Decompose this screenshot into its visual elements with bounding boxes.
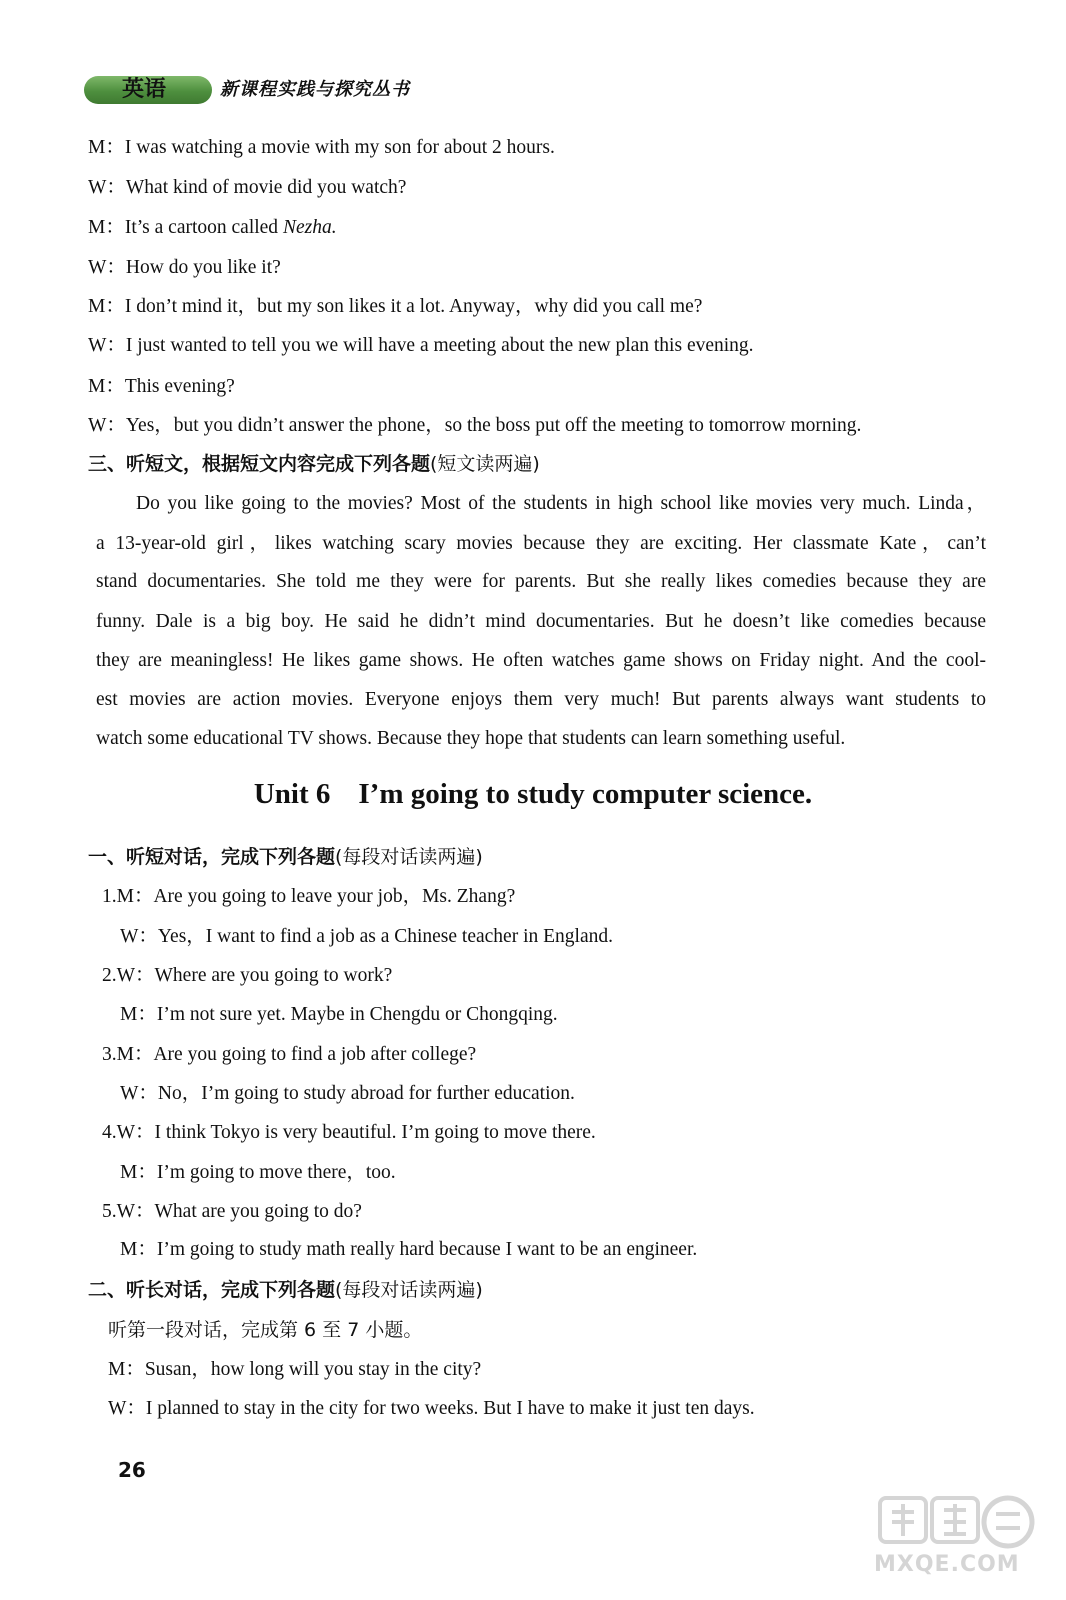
watermark-text: MXQE.COM xyxy=(874,1552,1020,1577)
answer-line: M：I’m going to study math really hard because I want to be an engineer. xyxy=(120,1239,698,1260)
answer-line: W：No，I’m going to study abroad for further education. xyxy=(120,1083,575,1104)
section-3-heading xyxy=(88,452,540,476)
subject-label: 英语 xyxy=(122,77,167,102)
question-line: 1.M：Are you going to leave your job，Ms. Zhang? xyxy=(102,886,516,907)
dialogue-line: W：I just wanted to tell you we will have a meeting about the new plan this evening. xyxy=(88,335,754,356)
subject-badge xyxy=(84,76,212,104)
unit-title xyxy=(0,777,1066,811)
watermark-logo-icon xyxy=(874,1490,1044,1560)
dialogue-line: M：I don’t mind it，but my son likes it a lot. Anyway，why did you call me? xyxy=(88,296,703,317)
question-line: 4.W：I think Tokyo is very beautiful. I’m going to move there. xyxy=(102,1122,596,1143)
dialogue-text: M：It’s a cartoon called xyxy=(88,217,283,238)
site-watermark xyxy=(874,1490,1044,1590)
page-number: 26 xyxy=(118,1458,146,1482)
part-2-note: (每段对话读两遍) xyxy=(335,1279,483,1301)
movie-title: Nezha. xyxy=(282,217,337,238)
question-line: 5.W：What are you going to do? xyxy=(102,1201,362,1222)
unit-name: I’m going to study computer science. xyxy=(358,778,813,810)
part-2-intro: 听第一段对话，完成第 6 至 7 小题。 xyxy=(108,1319,423,1341)
dialogue-line: W：What kind of movie did you watch? xyxy=(88,177,407,198)
passage-line: Do you like going to the movies? Most of the students in high school like movies very much. Linda， xyxy=(136,493,986,514)
dialogue-line: M：I was watching a movie with my son for about 2 hours. xyxy=(88,137,555,158)
part-1-note: (每段对话读两遍) xyxy=(335,846,483,868)
passage-line: a 13-year-old girl，likes watching scary movies because they are exciting. Her classmate Kate，can’t xyxy=(96,533,986,554)
section-3-note: (短文读两遍) xyxy=(430,453,540,475)
answer-line: M：I’m going to move there，too. xyxy=(120,1162,396,1183)
dialogue-line: M：Susan，how long will you stay in the city? xyxy=(108,1359,482,1380)
answer-line: W：Yes，I want to find a job as a Chinese teacher in England. xyxy=(120,926,613,947)
unit-number: Unit 6 xyxy=(253,778,331,810)
passage-line: they are meaningless! He likes game shows. He often watches game shows on Friday night. And the cool- xyxy=(96,650,986,671)
book-header xyxy=(84,70,424,110)
passage-line: est movies are action movies. Everyone enjoys them very much! But parents always want students to xyxy=(96,689,986,710)
dialogue-line xyxy=(88,216,337,240)
part-2-heading xyxy=(88,1278,483,1302)
dialogue-line: W：Yes，but you didn’t answer the phone，so the boss put off the meeting to tomorrow morning. xyxy=(88,415,862,436)
dialogue-line: W：I planned to stay in the city for two weeks. But I have to make it just ten days. xyxy=(108,1398,755,1419)
part-1-title: 一、听短对话，完成下列各题 xyxy=(88,846,336,868)
section-3-title: 三、听短文，根据短文内容完成下列各题 xyxy=(88,453,431,475)
dialogue-line: W：How do you like it? xyxy=(88,257,281,278)
dialogue-line: M：This evening? xyxy=(88,376,235,397)
part-1-heading xyxy=(88,845,483,869)
part-2-title: 二、听长对话，完成下列各题 xyxy=(88,1279,336,1301)
series-title: 新课程实践与探究丛书 xyxy=(220,79,410,100)
question-line: 2.W：Where are you going to work? xyxy=(102,965,393,986)
answer-line: M：I’m not sure yet. Maybe in Chengdu or Chongqing. xyxy=(120,1004,558,1025)
question-line: 3.M：Are you going to find a job after college? xyxy=(102,1044,477,1065)
passage-line: watch some educational TV shows. Because they hope that students can learn something useful. xyxy=(96,728,846,749)
passage-line: stand documentaries. She told me they were for parents. But she really likes comedies because they are xyxy=(96,571,986,592)
passage-line: funny. Dale is a big boy. He said he didn’t mind documentaries. But he doesn’t like comedies because xyxy=(96,611,986,632)
